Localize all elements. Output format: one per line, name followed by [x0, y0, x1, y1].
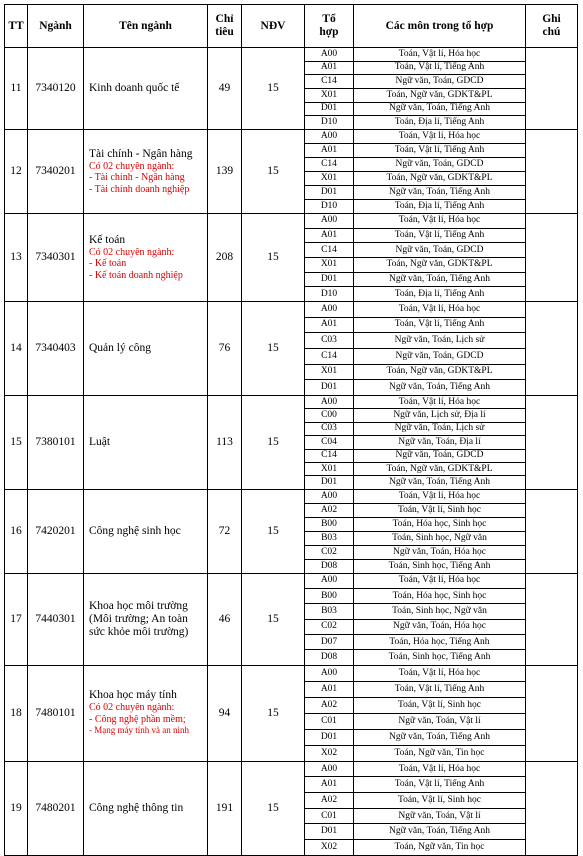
major-name — [84, 665, 208, 761]
combo-subjects: Toán, Vật lí, Tiếng Anh — [354, 143, 526, 157]
major-code: 7340301 — [28, 213, 84, 301]
combo-subjects: Toán, Vật lí, Tiếng Anh — [354, 681, 526, 697]
quota-value: 76 — [208, 301, 242, 395]
combo-subjects: Ngữ văn, Toán, Địa lí — [354, 436, 526, 449]
combo-code: C04 — [305, 436, 354, 449]
header-chi-tieu-line2: tiêu — [215, 26, 234, 38]
combo-code: D07 — [305, 635, 354, 650]
major-name — [84, 301, 208, 395]
combo-subjects: Toán, Vật lí, Sinh học — [354, 503, 526, 517]
note-cell — [526, 665, 578, 761]
combo-code: C14 — [305, 449, 354, 462]
combo-subjects: Toán, Vật lí, Hóa học — [354, 395, 526, 408]
combo-code: A01 — [305, 681, 354, 697]
ndv-value: 15 — [242, 301, 305, 395]
specialization-note: - Tài chính doanh nghiệp — [89, 183, 190, 195]
ndv-value: 15 — [242, 213, 305, 301]
combo-subjects: Toán, Ngữ văn, GDKT&PL — [354, 462, 526, 475]
ndv-value: 15 — [242, 129, 305, 213]
combo-code: D01 — [305, 824, 354, 840]
quota-value: 113 — [208, 395, 242, 489]
combo-subjects: Ngữ văn, Toán, GDCD — [354, 75, 526, 89]
combo-code: X01 — [305, 257, 354, 272]
combo-subjects: Toán, Sinh học, Tiếng Anh — [354, 650, 526, 665]
header-cac-mon: Các môn trong tổ hợp — [354, 5, 526, 48]
header-row — [5, 5, 578, 48]
combo-subjects: Ngữ văn, Toán, Tiếng Anh — [354, 729, 526, 745]
combo-subjects: Toán, Sinh học, Ngữ văn — [354, 604, 526, 619]
major-name-text: Công nghệ thông tin — [89, 801, 184, 814]
combo-subjects: Toán, Địa lí, Tiếng Anh — [354, 287, 526, 302]
combo-code: D01 — [305, 185, 354, 199]
combo-subjects: Toán, Ngữ văn, GDKT&PL — [354, 88, 526, 102]
combo-subjects: Ngữ văn, Toán, Tiếng Anh — [354, 824, 526, 840]
combo-code: D01 — [305, 729, 354, 745]
major-name-text: Tài chính - Ngân hàng — [89, 147, 193, 160]
combo-code: C03 — [305, 333, 354, 349]
table-row — [5, 301, 578, 317]
combo-subjects: Toán, Vật lí, Tiếng Anh — [354, 61, 526, 75]
ndv-value: 15 — [242, 489, 305, 573]
specialization-note: - Mạng máy tính và an ninh — [89, 725, 189, 736]
header-ghi-chu-line2: chú — [542, 26, 561, 38]
row-number: 11 — [5, 48, 28, 130]
major-name — [84, 761, 208, 855]
header-chi-tieu-line1: Chỉ — [215, 13, 234, 25]
combo-code: A00 — [305, 301, 354, 317]
combo-code: A01 — [305, 61, 354, 75]
table-row — [5, 665, 578, 681]
combo-code: A02 — [305, 503, 354, 517]
admission-table — [4, 4, 578, 856]
quota-value: 49 — [208, 48, 242, 130]
row-number: 16 — [5, 489, 28, 573]
combo-code: C14 — [305, 348, 354, 364]
combo-code: A00 — [305, 48, 354, 62]
header-ghi-chu-line1: Ghi — [542, 13, 561, 25]
combo-subjects: Toán, Vật lí, Hóa học — [354, 129, 526, 143]
quota-value: 208 — [208, 213, 242, 301]
note-cell — [526, 395, 578, 489]
combo-subjects: Ngữ văn, Toán, GDCD — [354, 449, 526, 462]
combo-subjects: Toán, Ngữ văn, Tin học — [354, 840, 526, 856]
header-ten-nganh: Tên ngành — [84, 5, 208, 48]
combo-subjects: Toán, Vật lí, Tiếng Anh — [354, 317, 526, 333]
major-code: 7480101 — [28, 665, 84, 761]
major-name-extra: sức khỏe môi trường) — [89, 625, 189, 638]
combo-subjects: Toán, Vật lí, Hóa học — [354, 761, 526, 777]
combo-code: D01 — [305, 380, 354, 396]
combo-code: A01 — [305, 317, 354, 333]
combo-code: X02 — [305, 840, 354, 856]
combo-code: X01 — [305, 88, 354, 102]
major-name-text: Luật — [89, 435, 111, 448]
combo-code: A00 — [305, 213, 354, 228]
ndv-value: 15 — [242, 761, 305, 855]
combo-code: X01 — [305, 364, 354, 380]
note-cell — [526, 573, 578, 665]
combo-subjects: Ngữ văn, Toán, GDCD — [354, 243, 526, 258]
row-number: 12 — [5, 129, 28, 213]
specialization-note: Có 02 chuyên ngành: — [89, 702, 175, 714]
major-code: 7380101 — [28, 395, 84, 489]
quota-value: 139 — [208, 129, 242, 213]
combo-code: D01 — [305, 102, 354, 116]
combo-subjects: Ngữ văn, Toán, Lịch sử — [354, 333, 526, 349]
specialization-note: - Công nghệ phần mềm; — [89, 713, 186, 725]
major-name — [84, 213, 208, 301]
major-code: 7480201 — [28, 761, 84, 855]
quota-value: 94 — [208, 665, 242, 761]
combo-code: C01 — [305, 808, 354, 824]
combo-code: X01 — [305, 462, 354, 475]
combo-code: A02 — [305, 697, 354, 713]
combo-subjects: Toán, Hóa học, Tiếng Anh — [354, 635, 526, 650]
row-number: 17 — [5, 573, 28, 665]
combo-code: A01 — [305, 777, 354, 793]
combo-subjects: Toán, Sinh học, Ngữ văn — [354, 531, 526, 545]
combo-subjects: Toán, Ngữ văn, GDKT&PL — [354, 257, 526, 272]
major-name-text: Khoa học máy tính — [89, 689, 177, 702]
quota-value: 46 — [208, 573, 242, 665]
header-to-hop-line2: hợp — [319, 26, 339, 38]
header-tt: TT — [5, 5, 28, 48]
combo-code: C02 — [305, 619, 354, 634]
note-cell — [526, 213, 578, 301]
major-name-text: Công nghệ sinh học — [89, 524, 181, 537]
combo-code: A00 — [305, 761, 354, 777]
combo-code: A00 — [305, 129, 354, 143]
major-name-text: Kế toán — [89, 233, 126, 246]
ndv-value: 15 — [242, 665, 305, 761]
specialization-note: - Kế toán — [89, 258, 127, 270]
combo-code: A00 — [305, 665, 354, 681]
major-code: 7440301 — [28, 573, 84, 665]
combo-subjects: Toán, Địa lí, Tiếng Anh — [354, 116, 526, 130]
combo-subjects: Toán, Vật lí, Sinh học — [354, 697, 526, 713]
combo-code: A01 — [305, 228, 354, 243]
table-row — [5, 48, 578, 62]
note-cell — [526, 129, 578, 213]
combo-subjects: Toán, Vật lí, Hóa học — [354, 665, 526, 681]
header-to-hop — [305, 5, 354, 48]
major-code: 7340403 — [28, 301, 84, 395]
combo-subjects: Ngữ văn, Toán, GDCD — [354, 348, 526, 364]
note-cell — [526, 489, 578, 573]
combo-code: D01 — [305, 476, 354, 489]
combo-code: D10 — [305, 116, 354, 130]
combo-code: B00 — [305, 589, 354, 604]
header-to-hop-line1: Tổ — [322, 13, 336, 25]
combo-code: D01 — [305, 272, 354, 287]
combo-code: C14 — [305, 243, 354, 258]
major-name-text: Khoa học môi trường — [89, 599, 188, 612]
ndv-value: 15 — [242, 573, 305, 665]
row-number: 15 — [5, 395, 28, 489]
combo-subjects: Toán, Hóa học, Sinh học — [354, 589, 526, 604]
major-name — [84, 48, 208, 130]
major-name-text: Kinh doanh quốc tế — [89, 81, 180, 94]
combo-subjects: Toán, Vật lí, Hóa học — [354, 301, 526, 317]
combo-code: C00 — [305, 409, 354, 422]
ndv-value: 15 — [242, 395, 305, 489]
row-number: 13 — [5, 213, 28, 301]
combo-code: D10 — [305, 287, 354, 302]
table-row — [5, 129, 578, 143]
row-number: 14 — [5, 301, 28, 395]
combo-subjects: Ngữ văn, Toán, Tiếng Anh — [354, 102, 526, 116]
combo-subjects: Toán, Vật lí, Hóa học — [354, 573, 526, 588]
combo-code: C02 — [305, 545, 354, 559]
major-name — [84, 129, 208, 213]
major-code: 7340120 — [28, 48, 84, 130]
combo-subjects: Toán, Ngữ văn, Tin học — [354, 745, 526, 761]
combo-code: A00 — [305, 395, 354, 408]
combo-code: B00 — [305, 517, 354, 531]
combo-code: X02 — [305, 745, 354, 761]
major-name-extra: (Môi trường; An toàn — [89, 612, 188, 625]
combo-code: B03 — [305, 604, 354, 619]
specialization-note: - Kế toán doanh nghiệp — [89, 269, 183, 281]
combo-code: D08 — [305, 559, 354, 573]
combo-code: X01 — [305, 171, 354, 185]
combo-code: C14 — [305, 157, 354, 171]
note-cell — [526, 761, 578, 855]
combo-subjects: Ngữ văn, Toán, Tiếng Anh — [354, 476, 526, 489]
combo-subjects: Ngữ văn, Lịch sử, Địa lí — [354, 409, 526, 422]
combo-subjects: Toán, Vật lí, Tiếng Anh — [354, 777, 526, 793]
specialization-note: Có 02 chuyên ngành: — [89, 246, 175, 258]
major-name — [84, 573, 208, 665]
table-body — [5, 48, 578, 856]
combo-subjects: Ngữ văn, Toán, Hóa học — [354, 545, 526, 559]
header-chi-tieu — [208, 5, 242, 48]
table-row — [5, 395, 578, 408]
combo-subjects: Toán, Vật lí, Hóa học — [354, 48, 526, 62]
combo-subjects: Toán, Vật lí, Hóa học — [354, 213, 526, 228]
admission-table-wrapper — [4, 4, 578, 856]
combo-code: C01 — [305, 713, 354, 729]
combo-subjects: Toán, Ngữ văn, GDKT&PL — [354, 364, 526, 380]
combo-subjects: Toán, Vật lí, Tiếng Anh — [354, 228, 526, 243]
note-cell — [526, 48, 578, 130]
table-row — [5, 489, 578, 503]
quota-value: 191 — [208, 761, 242, 855]
combo-subjects: Ngữ văn, Toán, GDCD — [354, 157, 526, 171]
row-number: 19 — [5, 761, 28, 855]
table-row — [5, 761, 578, 777]
ndv-value: 15 — [242, 48, 305, 130]
combo-subjects: Ngữ văn, Toán, Hóa học — [354, 619, 526, 634]
quota-value: 72 — [208, 489, 242, 573]
combo-subjects: Ngữ văn, Toán, Tiếng Anh — [354, 185, 526, 199]
row-number: 18 — [5, 665, 28, 761]
major-name-text: Quản lý công — [89, 341, 151, 354]
note-cell — [526, 301, 578, 395]
combo-subjects: Toán, Ngữ văn, GDKT&PL — [354, 171, 526, 185]
combo-code: D08 — [305, 650, 354, 665]
combo-subjects: Ngữ văn, Toán, Tiếng Anh — [354, 272, 526, 287]
combo-code: A01 — [305, 143, 354, 157]
combo-code: A00 — [305, 573, 354, 588]
combo-code: B03 — [305, 531, 354, 545]
header-nganh: Ngành — [28, 5, 84, 48]
combo-subjects: Toán, Vật lí, Hóa học — [354, 489, 526, 503]
combo-code: A02 — [305, 793, 354, 809]
combo-code: C03 — [305, 422, 354, 435]
combo-subjects: Toán, Sinh học, Tiếng Anh — [354, 559, 526, 573]
header-ndv: NĐV — [242, 5, 305, 48]
combo-subjects: Ngữ văn, Toán, Lịch sử — [354, 422, 526, 435]
major-code: 7420201 — [28, 489, 84, 573]
specialization-note: - Tài chính - Ngân hàng — [89, 172, 185, 184]
combo-subjects: Ngữ văn, Toán, Vật lí — [354, 713, 526, 729]
combo-subjects: Toán, Địa lí, Tiếng Anh — [354, 199, 526, 213]
specialization-note: Có 02 chuyên ngành: — [89, 160, 175, 172]
table-row — [5, 573, 578, 588]
major-name — [84, 489, 208, 573]
combo-subjects: Ngữ văn, Toán, Tiếng Anh — [354, 380, 526, 396]
major-name — [84, 395, 208, 489]
combo-code: D10 — [305, 199, 354, 213]
combo-code: A00 — [305, 489, 354, 503]
major-code: 7340201 — [28, 129, 84, 213]
combo-code: C14 — [305, 75, 354, 89]
combo-subjects: Toán, Hóa học, Sinh học — [354, 517, 526, 531]
table-row — [5, 213, 578, 228]
combo-subjects: Toán, Vật lí, Sinh học — [354, 793, 526, 809]
header-ghi-chu — [526, 5, 578, 48]
combo-subjects: Ngữ văn, Toán, Vật lí — [354, 808, 526, 824]
